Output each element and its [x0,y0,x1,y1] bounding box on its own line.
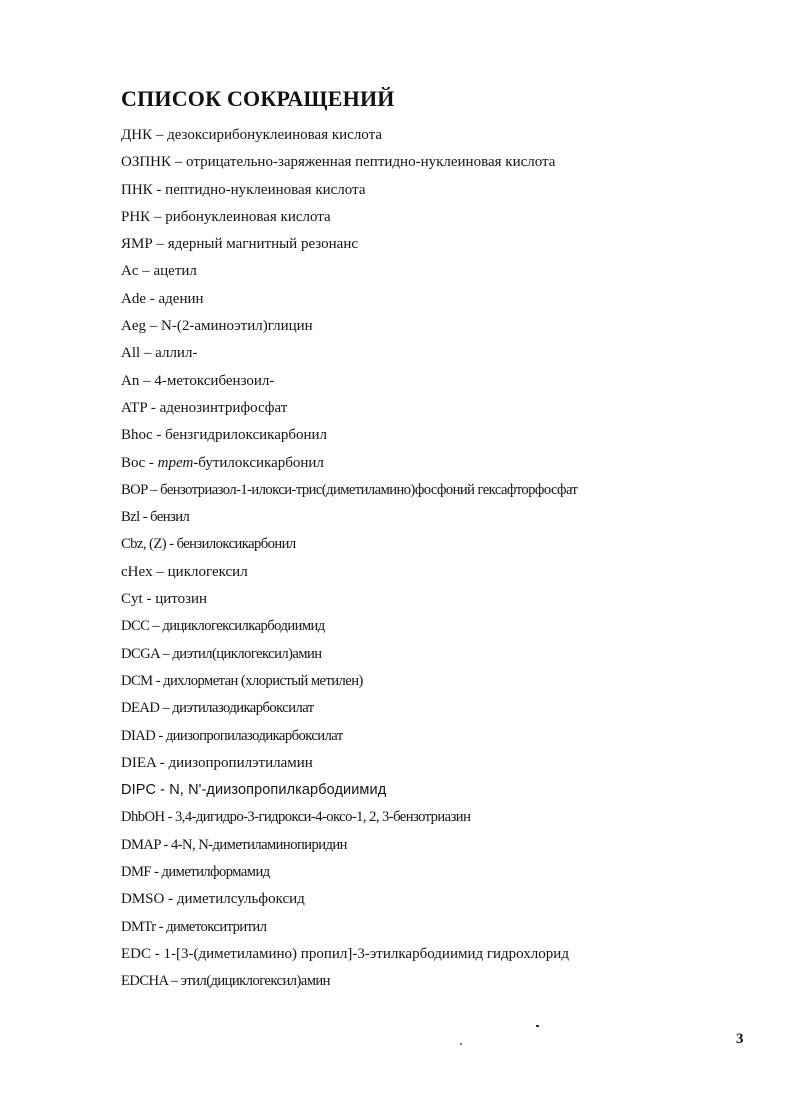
separator: – [146,318,161,335]
abbreviation-term: DCM [121,672,153,689]
abbreviation-term: ДНК [121,127,153,143]
abbreviation-definition: 3,4-дигидро-3-гидрокси-4-оксо-1, 2, 3-бензотриазин [174,809,471,826]
separator: – [149,618,163,635]
abbreviation-definition: аллил- [155,345,198,362]
abbreviation-definition: дезоксирибонуклеиновая кислота [167,127,383,143]
abbreviation-definition: рибонуклеиновая кислота [165,208,331,225]
separator: – [167,973,181,990]
abbreviation-definition: N, N'-диизопропилкарбодиимид [169,782,387,799]
separator: – [147,481,161,498]
separator: - [164,891,177,908]
list-item [121,914,761,941]
separator: - [147,399,160,416]
abbreviation-definition: бензотриазол-1-илокси-трис(диметиламино)фосфоний гексафторфосфат [160,481,578,498]
abbreviation-definition: диметилсульфоксид [176,891,305,908]
list-item [121,750,761,777]
separator: – [139,372,155,389]
abbreviation-term: Ac [121,263,139,280]
list-item [121,586,761,613]
abbreviation-definition: диметокситритил [166,918,267,935]
abbreviation-term: DIPC [121,782,157,799]
abbreviation-definition: ядерный магнитный резонанс [167,236,358,253]
separator: - [152,181,166,198]
abbreviation-definition: диизопропилазодикарбоксилат [165,727,343,744]
abbreviation-definition: диэтил(циклогексил)амин [172,645,322,662]
list-item [121,613,761,640]
list-item [121,968,761,995]
abbreviation-term: ПНК [121,181,153,198]
abbreviation-term: EDC [121,945,151,962]
separator: - [152,427,166,444]
abbreviation-term: Boc [121,454,146,471]
list-item [121,422,761,449]
separator: - [151,945,164,962]
abbreviation-definition: дициклогексилкарбодиимид [162,618,325,635]
separator: – [138,263,154,280]
abbreviation-term: DEAD [121,700,160,717]
abbreviation-term: An [121,372,140,389]
abbreviation-term: Bhoc [121,427,153,444]
abbreviation-definition: 4-N, N-диметиламинопиридин [170,836,347,853]
separator: - [155,918,167,935]
separator: - [156,754,169,771]
list-item [121,313,761,340]
abbreviation-list [121,122,761,996]
separator: - [139,509,151,526]
list-item [121,395,761,422]
italic-prefix: трет [157,454,194,471]
list-item [121,668,761,695]
list-item [121,231,761,258]
abbreviation-term: DMSO [121,891,165,908]
abbreviation-term: EDCHA [121,973,168,990]
list-item [121,723,761,750]
abbreviation-definition: бензилоксикарбонил [176,536,296,553]
abbreviation-term: Ade [121,290,146,307]
abbreviation-term: All [121,345,141,362]
separator: - [160,836,171,853]
list-item [121,477,761,504]
abbreviation-definition: аденин [158,290,204,307]
abbreviation-term: ОЗПНК [121,154,172,171]
list-item [121,258,761,285]
list-item [121,859,761,886]
separator: – [152,563,168,580]
separator: – [150,208,166,225]
abbreviation-definition: цитозин [155,591,208,608]
abbreviation-definition: ацетил [153,263,197,280]
list-item [121,832,761,859]
abbreviation-term: DhbOH [121,809,165,826]
abbreviation-definition: циклогексил [167,563,248,580]
abbreviation-term: cHex [121,563,153,580]
abbreviation-definition: диметилформамид [161,864,270,881]
abbreviation-term: Aeg [121,318,146,335]
abbreviation-term: BOP [121,481,148,498]
abbreviation-term: ЯМР [121,236,153,253]
abbreviation-definition: дихлорметан (хлористый метилен) [163,672,363,689]
separator: - [142,591,156,608]
separator: – [159,645,173,662]
scan-speck [536,1025,539,1027]
abbreviation-term: РНК [121,208,151,225]
list-item [121,368,761,395]
abbreviation-definition: отрицательно-заряженная пептидно-нуклеиновая кислота [186,154,556,171]
abbreviation-term: DIEA [121,754,156,771]
abbreviation-definition: пептидно-нуклеиновая кислота [165,181,366,198]
page-title: СПИСОК СОКРАЩЕНИЙ [121,86,395,111]
separator: – [140,345,156,362]
separator: - [146,290,159,307]
abbreviation-definition: бензгидрилоксикарбонил [165,427,328,444]
abbreviation-definition: 4-метоксибензоил- [154,372,275,389]
abbreviation-definition: аденозинтрифосфат [159,399,288,416]
list-item [121,450,761,477]
abbreviation-definition: 1-[3-(диметиламино) пропил]-3-этилкарбодиимид гидрохлорид [163,945,569,962]
list-item [121,777,761,804]
separator: - [145,454,158,471]
abbreviation-term: DIAD [121,727,156,744]
abbreviation-term: DCC [121,618,150,635]
separator: – [152,236,168,253]
abbreviation-term: DCGA [121,645,160,662]
abbreviation-term: Bzl [121,509,140,526]
abbreviation-definition: этил(дициклогексил)амин [180,973,330,990]
abbreviation-term: DMTr [121,918,156,935]
separator: – [171,154,187,171]
abbreviation-definition: N-(2-аминоэтил)глицин [161,318,313,335]
separator: - [150,864,162,881]
list-item [121,941,761,968]
abbreviation-definition: диэтилазодикарбоксилат [172,700,314,717]
list-item [121,559,761,586]
scan-speck [460,1043,462,1045]
abbreviation-term: Cbz, (Z) [121,536,167,553]
list-item [121,804,761,831]
page-number: 3 [736,1031,744,1047]
list-item [121,695,761,722]
separator: - [155,727,166,744]
abbreviation-term: ATP [121,399,148,416]
list-item [121,177,761,204]
separator: – [152,127,168,143]
list-item [121,641,761,668]
abbreviation-definition: -бутилоксикарбонил [193,454,324,471]
separator: - [152,672,164,689]
abbreviation-term: Cyt [121,591,143,608]
abbreviation-term: DMAP [121,836,161,853]
list-item [121,286,761,313]
separator: – [159,700,173,717]
list-item [121,204,761,231]
abbreviation-term: DMF [121,864,151,881]
list-item [121,340,761,367]
list-item [121,122,761,149]
list-item [121,531,761,558]
list-item [121,149,761,176]
list-item [121,886,761,913]
abbreviation-definition: диизопропилэтиламин [168,754,313,771]
list-item [121,504,761,531]
separator: - [156,782,170,799]
separator: - [164,809,175,826]
abbreviation-definition: бензил [150,509,190,526]
separator: - [166,536,177,553]
